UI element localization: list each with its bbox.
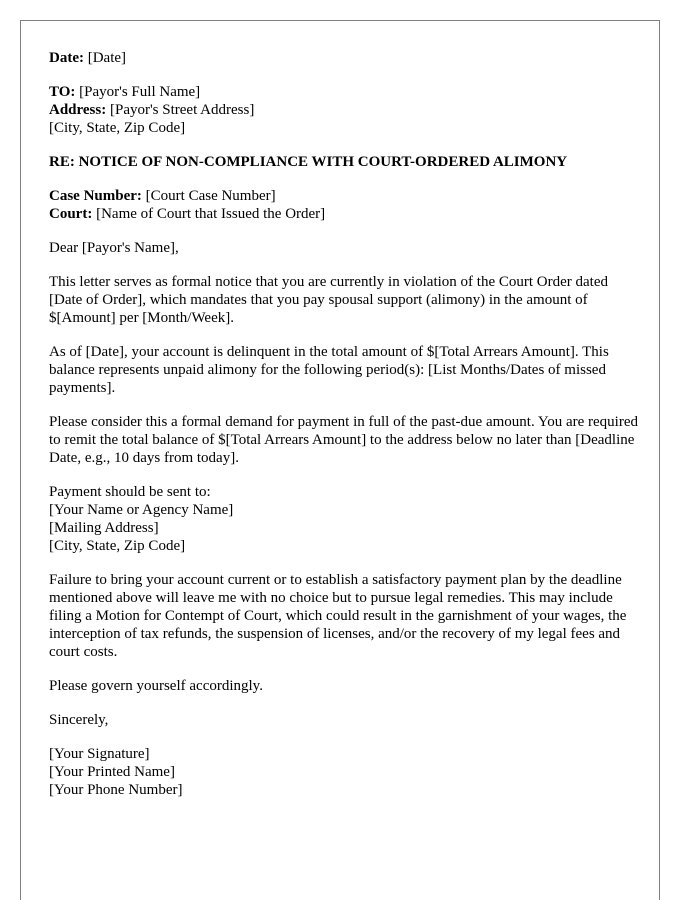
case-number-value: [Court Case Number] — [141, 188, 276, 204]
case-info — [49, 187, 639, 223]
court-line — [49, 205, 639, 223]
recipient-address-line — [49, 101, 639, 119]
payment-intro: Payment should be sent to: — [49, 484, 211, 500]
court-value: [Name of Court that Issued the Order] — [92, 206, 326, 222]
court-label: Court: — [49, 206, 93, 222]
recipient-block — [49, 83, 639, 137]
closing: Sincerely, — [49, 712, 109, 728]
phone-line: [Your Phone Number] — [49, 782, 183, 798]
printed-name-line: [Your Printed Name] — [49, 764, 175, 780]
date-line — [49, 49, 639, 67]
salutation: Dear [Payor's Name], — [49, 240, 179, 256]
paragraph-govern: Please govern yourself accordingly. — [49, 678, 263, 694]
to-label: TO: — [49, 84, 76, 100]
address-label: Address: — [49, 102, 107, 118]
letter-body — [49, 49, 639, 815]
case-number-line — [49, 187, 639, 205]
signature-block — [49, 745, 639, 799]
date-label: Date: — [49, 50, 84, 66]
subject-line: RE: NOTICE OF NON-COMPLIANCE WITH COURT-ORDERED ALIMONY — [49, 154, 568, 170]
address-value: [Payor's Street Address] — [106, 102, 255, 118]
payment-address-block — [49, 483, 639, 555]
payment-city: [City, State, Zip Code] — [49, 538, 186, 554]
paragraph-delinquency: As of [Date], your account is delinquent in the total amount of $[Total Arrears Amount]. This balance represents unpaid alimony for the following period(s): [List Months/Dates of missed payments]. — [49, 344, 609, 396]
paragraph-consequences: Failure to bring your account current or to establish a satisfactory payment plan by the deadline mentioned above will leave me with no choice but to pursue legal remedies. This may include filing a Motion for Contempt of Court, which could result in the garnishment of your wages, the interception of tax refunds, the suspension of licenses, and/or the recovery of my legal fees and court costs. — [49, 572, 627, 660]
signature-line: [Your Signature] — [49, 746, 150, 762]
recipient-name-line — [49, 83, 639, 101]
paragraph-violation-notice: This letter serves as formal notice that you are currently in violation of the Court Order dated [Date of Order], which mandates that you pay spousal support (alimony) in the amount of $[Amount] per [Month/Week]. — [49, 274, 608, 326]
letter-page — [20, 20, 660, 900]
recipient-city-line: [City, State, Zip Code] — [49, 120, 186, 136]
date-value: [Date] — [83, 50, 127, 66]
paragraph-demand: Please consider this a formal demand for payment in full of the past-due amount. You are required to remit the total balance of $[Total Arrears Amount] to the address below no later than [Deadline Date, e.g., 10 days from today]. — [49, 414, 639, 466]
to-value: [Payor's Full Name] — [75, 84, 201, 100]
payment-name: [Your Name or Agency Name] — [49, 502, 234, 518]
payment-mailing-address: [Mailing Address] — [49, 520, 159, 536]
case-number-label: Case Number: — [49, 188, 142, 204]
